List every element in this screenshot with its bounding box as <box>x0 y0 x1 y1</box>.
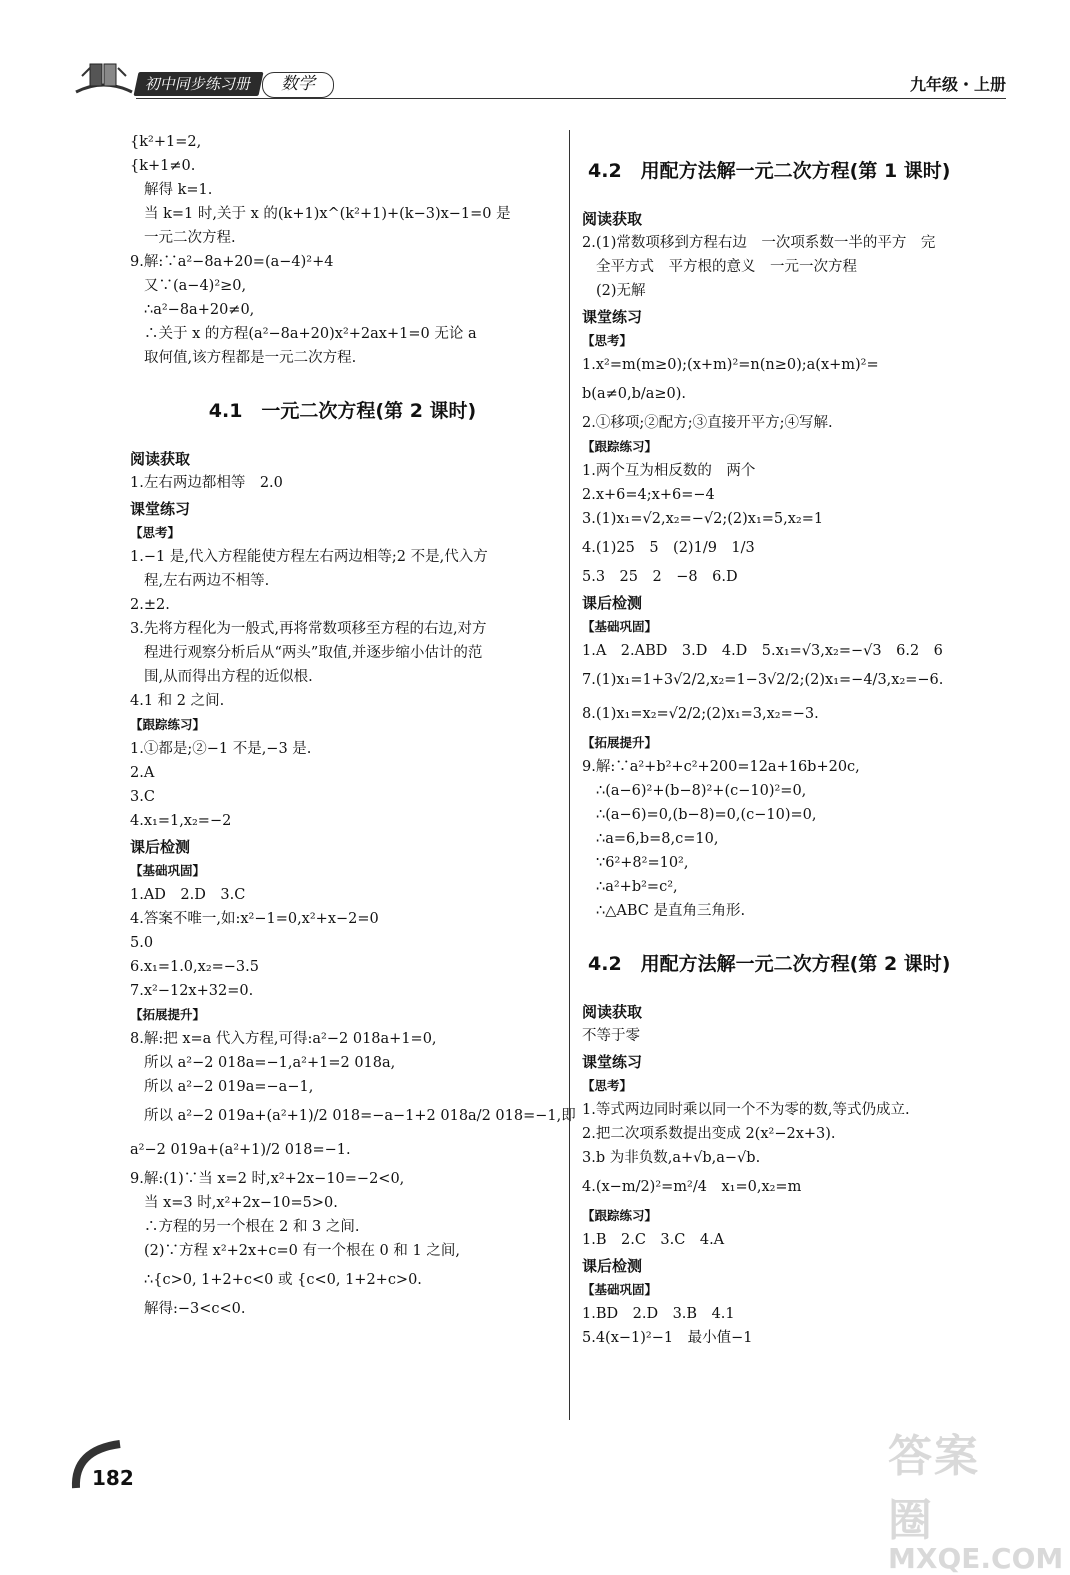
answer-line: 1.等式两边同时乘以同一个不为零的数,等式仍成立. <box>582 1102 910 1118</box>
answer-line: 9.解:∵a²+b²+c²+200=12a+16b+20c, <box>582 759 860 775</box>
answer-line: 当 k=1 时,关于 x 的(k+1)x^(k²+1)+(k−3)x−1=0 是 <box>144 206 511 222</box>
watermark-url: MXQE.COM <box>888 1542 1064 1575</box>
answer-line: 1.两个互为相反数的 两个 <box>582 463 756 479</box>
answer-line: 2.①移项;②配方;③直接开平方;④写解. <box>582 415 833 431</box>
subsection-tag: 【基础巩固】 <box>130 863 206 878</box>
answer-line: ∴方程的另一个根在 2 和 3 之间. <box>144 1219 360 1235</box>
watermark <box>888 1420 1064 1575</box>
right-column <box>582 130 1010 1350</box>
section-title: 4.1 一元二次方程(第 2 课时) <box>208 400 477 422</box>
section-heading: 课堂练习 <box>130 500 191 518</box>
answer-line: 3.C <box>130 789 155 805</box>
section-title: 4.2 用配方法解一元二次方程(第 1 课时) <box>588 160 951 182</box>
answer-line: 4.(x−m/2)²=m²/4 x₁=0,x₂=m <box>582 1179 802 1195</box>
answer-line: 8.解:把 x=a 代入方程,可得:a²−2 018a+1=0, <box>130 1031 437 1047</box>
answer-line: ∴关于 x 的方程(a²−8a+20)x²+2ax+1=0 无论 a <box>144 326 477 342</box>
section-heading: 课后检测 <box>582 594 643 612</box>
answer-line: 5.0 <box>130 935 154 951</box>
answer-line: 2.A <box>130 765 155 781</box>
answer-line: 取何值,该方程都是一元二次方程. <box>144 350 357 366</box>
answer-line: 3.先将方程化为一般式,再将常数项移至方程的右边,对方 <box>130 621 487 637</box>
series-title: 初中同步练习册 <box>133 72 263 96</box>
subject-label: 数学 <box>262 72 334 98</box>
answer-line: 5.4(x−1)²−1 最小值−1 <box>582 1330 753 1346</box>
answer-line: 所以 a²−2 018a=−1,a²+1=2 018a, <box>144 1055 396 1071</box>
section-heading: 阅读获取 <box>582 1003 643 1021</box>
answer-line: {k+1≠0. <box>130 158 196 174</box>
grade-label: 九年级・上册 <box>909 75 1006 94</box>
section-heading: 课后检测 <box>582 1257 643 1275</box>
answer-line: (2)无解 <box>596 283 646 299</box>
watermark-text: 答案圈 <box>888 1431 980 1546</box>
answer-line: ∴{c>0, 1+2+c<0 或 {c<0, 1+2+c>0. <box>144 1272 422 1288</box>
subsection-tag: 【思考】 <box>582 1078 633 1093</box>
answer-line: 4.答案不唯一,如:x²−1=0,x²+x−2=0 <box>130 911 379 927</box>
answer-line: 5.3 25 2 −8 6.D <box>582 569 738 585</box>
answer-line: ∴△ABC 是直角三角形. <box>596 903 746 919</box>
answer-line: 4.1 和 2 之间. <box>130 693 225 709</box>
answer-line: 2.把二次项系数提出变成 2(x²−2x+3). <box>582 1126 836 1142</box>
answer-line: a²−2 019a+(a²+1)/2 018=−1. <box>130 1142 351 1158</box>
section-heading: 课后检测 <box>130 838 191 856</box>
answer-line: 4.x₁=1,x₂=−2 <box>130 813 232 829</box>
answer-line: 程进行观察分析后从“两头”取值,并逐步缩小估计的范 <box>144 645 483 661</box>
answer-line: 解得:−3<c<0. <box>144 1301 246 1317</box>
answer-line: ∴a=6,b=8,c=10, <box>596 831 719 847</box>
subsection-tag: 【拓展提升】 <box>130 1007 206 1022</box>
answer-line: 解得 k=1. <box>144 182 213 198</box>
answer-line: 9.解:∵a²−8a+20=(a−4)²+4 <box>130 254 334 270</box>
answer-line: 8.(1)x₁=x₂=√2/2;(2)x₁=3,x₂=−3. <box>582 706 819 722</box>
answer-line: 1.左右两边都相等 2.0 <box>130 475 283 491</box>
answer-line: ∴(a−6)²+(b−8)²+(c−10)²=0, <box>596 783 807 799</box>
answer-line: 7.(1)x₁=1+3√2/2,x₂=1−3√2/2;(2)x₁=−4/3,x₂=−6. <box>582 672 944 688</box>
subsection-tag: 【拓展提升】 <box>582 735 658 750</box>
answer-line: 不等于零 <box>582 1028 640 1044</box>
answer-line: 1.BD 2.D 3.B 4.1 <box>582 1306 735 1322</box>
answer-line: 又∵(a−4)²≥0, <box>144 278 247 294</box>
answer-line: 程,左右两边不相等. <box>144 573 270 589</box>
answer-line: ∴(a−6)=0,(b−8)=0,(c−10)=0, <box>596 807 817 823</box>
answer-line: 一元二次方程. <box>144 230 236 246</box>
answer-line: 全平方式 平方根的意义 一元一次方程 <box>596 259 857 275</box>
answer-line: b(a≠0,b/a≥0). <box>582 386 687 402</box>
answer-line: 2.(1)常数项移到方程右边 一次项系数一半的平方 完 <box>582 235 936 251</box>
answer-line: ∴a²−8a+20≠0, <box>144 302 255 318</box>
answer-line: 3.b 为非负数,a+√b,a−√b. <box>582 1150 761 1166</box>
section-title: 4.2 用配方法解一元二次方程(第 2 课时) <box>588 953 951 975</box>
answer-line: 1.−1 是,代入方程能使方程左右两边相等;2 不是,代入方 <box>130 549 488 565</box>
header-rule <box>136 98 1006 99</box>
answer-line: 所以 a²−2 019a+(a²+1)/2 018=−a−1+2 018a/2 018=−1,即 <box>144 1108 576 1124</box>
book-logo-icon <box>72 58 136 98</box>
left-column <box>130 130 576 1321</box>
section-heading: 课堂练习 <box>582 308 643 326</box>
answer-line: 1.①都是;②−1 不是,−3 是. <box>130 741 312 757</box>
answer-line: 7.x²−12x+32=0. <box>130 983 254 999</box>
answer-line: 4.(1)25 5 (2)1/9 1/3 <box>582 540 755 556</box>
answer-line: 1.AD 2.D 3.C <box>130 887 246 903</box>
subsection-tag: 【跟踪练习】 <box>582 1208 658 1223</box>
answer-line: (2)∵方程 x²+2x+c=0 有一个根在 0 和 1 之间, <box>144 1243 460 1259</box>
answer-line: ∵6²+8²=10², <box>596 855 689 871</box>
section-heading: 阅读获取 <box>130 450 191 468</box>
subsection-tag: 【跟踪练习】 <box>130 717 206 732</box>
answer-line: 6.x₁=1.0,x₂=−3.5 <box>130 959 259 975</box>
subsection-tag: 【基础巩固】 <box>582 1282 658 1297</box>
page-number: 182 <box>92 1466 134 1490</box>
answer-line: 围,从而得出方程的近似根. <box>144 669 313 685</box>
answer-line: 1.A 2.ABD 3.D 4.D 5.x₁=√3,x₂=−√3 6.2 6 <box>582 643 943 659</box>
subsection-tag: 【跟踪练习】 <box>582 439 658 454</box>
column-divider <box>569 130 570 1420</box>
answer-line: 所以 a²−2 019a=−a−1, <box>144 1079 314 1095</box>
answer-line: 当 x=3 时,x²+2x−10=5>0. <box>144 1195 338 1211</box>
subsection-tag: 【基础巩固】 <box>582 619 658 634</box>
section-heading: 课堂练习 <box>582 1053 643 1071</box>
answer-line: {k²+1=2, <box>130 134 202 150</box>
answer-line: 3.(1)x₁=√2,x₂=−√2;(2)x₁=5,x₂=1 <box>582 511 824 527</box>
answer-line: 9.解:(1)∵当 x=2 时,x²+2x−10=−2<0, <box>130 1171 405 1187</box>
section-heading: 阅读获取 <box>582 210 643 228</box>
answer-line: 1.B 2.C 3.C 4.A <box>582 1232 725 1248</box>
subsection-tag: 【思考】 <box>582 333 633 348</box>
subsection-tag: 【思考】 <box>130 525 181 540</box>
answer-line: ∴a²+b²=c², <box>596 879 678 895</box>
answer-line: 2.±2. <box>130 597 170 613</box>
answer-line: 1.x²=m(m≥0);(x+m)²=n(n≥0);a(x+m)²= <box>582 357 879 373</box>
answer-line: 2.x+6=4;x+6=−4 <box>582 487 715 503</box>
